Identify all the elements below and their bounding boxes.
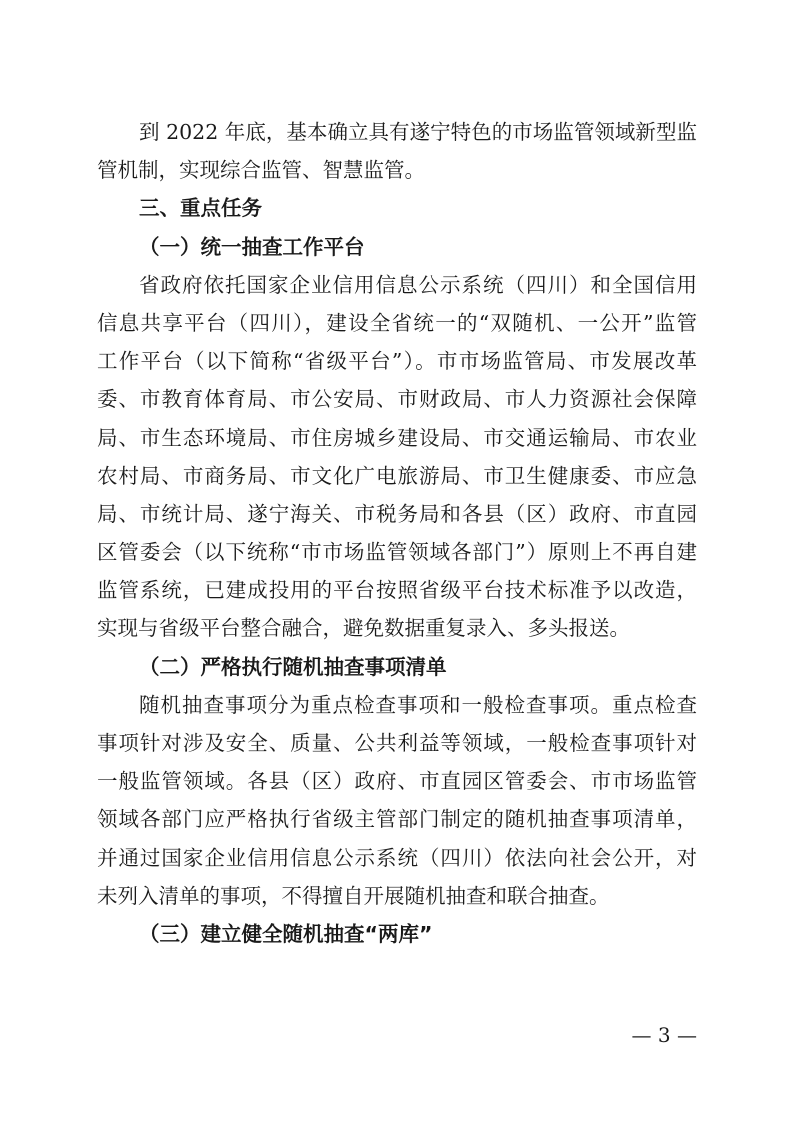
section-heading: 三、重点任务 (139, 196, 262, 221)
paragraph-line: 委、市教育体育局、市公安局、市财政局、市人力资源社会保障 (97, 387, 697, 412)
subsection-heading: （三）建立健全随机抽查“两库” (139, 921, 433, 946)
paragraph-line: 农村局、市商务局、市文化广电旅游局、市卫生健康委、市应急 (97, 463, 697, 488)
paragraph-line: 到 2022 年底，基本确立具有遂宁特色的市场监管领域新型监 (139, 120, 697, 144)
paragraph-line: 局、市统计局、遂宁海关、市税务局和各县（区）政府、市直园 (97, 501, 697, 526)
paragraph-line: 管机制，实现综合监管、智慧监管。 (97, 158, 425, 183)
paragraph-line: 局、市生态环境局、市住房城乡建设局、市交通运输局、市农业 (97, 425, 697, 450)
paragraph-line: 工作平台（以下简称“省级平台”）。市市场监管局、市发展改革 (97, 349, 697, 374)
paragraph-line: 一般监管领域。各县（区）政府、市直园区管委会、市市场监管 (97, 769, 697, 794)
paragraph-line: 未列入清单的事项，不得擅自开展随机抽查和联合抽查。 (97, 883, 610, 908)
paragraph-line: 随机抽查事项分为重点检查事项和一般检查事项。重点检查 (139, 692, 697, 717)
paragraph-line: 并通过国家企业信用信息公示系统（四川）依法向社会公开，对 (97, 845, 697, 870)
paragraph-line: 省政府依托国家企业信用信息公示系统（四川）和全国信用 (139, 272, 697, 297)
paragraph-line: 事项针对涉及安全、质量、公共利益等领域，一般检查事项针对 (97, 731, 697, 755)
subsection-heading: （二）严格执行随机抽查事项清单 (139, 654, 447, 679)
subsection-heading: （一）统一抽查工作平台 (139, 234, 365, 259)
paragraph-line: 监管系统，已建成投用的平台按照省级平台技术标准予以改造， (97, 578, 697, 603)
paragraph-line: 区管委会（以下统称“市市场监管领域各部门”）原则上不再自建 (97, 540, 697, 565)
paragraph-line: 信息共享平台（四川），建设全省统一的“双随机、一公开”监管 (97, 310, 697, 335)
page-number: — 3 — (631, 1023, 697, 1047)
body-text (97, 113, 697, 953)
paragraph-line: 领域各部门应严格执行省级主管部门制定的随机抽查事项清单， (97, 807, 697, 832)
paragraph-line: 实现与省级平台整合融合，避免数据重复录入、多头报送。 (97, 616, 630, 641)
